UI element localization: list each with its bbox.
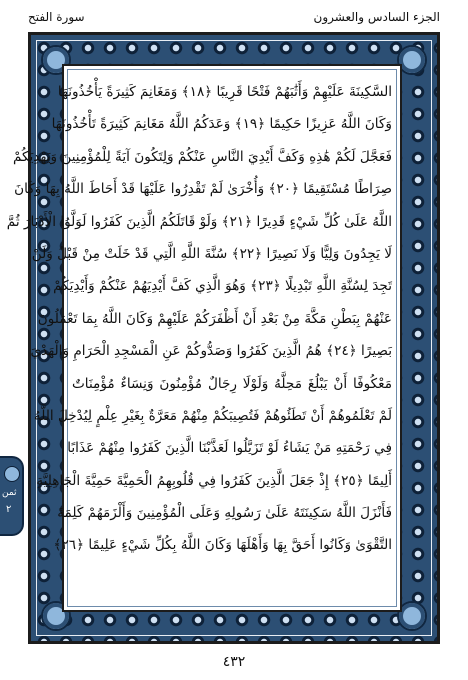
- verse-line: فَعَجَّلَ لَكُمْ هَٰذِهِ وَكَفَّ أَيْدِيَ النَّاسِ عَنْكُمْ وَلِتَكُونَ آيَةً لِلْمُؤْمِنِينَ وَيَهْدِيَكُمْ: [12, 148, 392, 165]
- verse-line: فَأَنْزَلَ اللَّهُ سَكِينَتَهُ عَلَىٰ رَسُولِهِ وَعَلَى الْمُؤْمِنِينَ وَأَلْزَمَهُمْ كَلِمَةَ: [57, 505, 392, 522]
- verse-line: عَنْهُمْ بِبَطْنِ مَكَّةَ مِنْ بَعْدِ أَنْ أَظْفَرَكُمْ عَلَيْهِمْ وَكَانَ اللَّهُ بِمَا تَعْمَلُونَ: [37, 310, 392, 327]
- verse-line: وَكَانَ اللَّهُ عَزِيزًا حَكِيمًا ﴿١٩﴾ وَعَدَكُمُ اللَّهُ مَغَانِمَ كَثِيرَةً تَأْخُذُونَهَا: [51, 116, 392, 133]
- verse-line: تَجِدَ لِسُنَّةِ اللَّهِ تَبْدِيلًا ﴿٢٣﴾ وَهُوَ الَّذِي كَفَّ أَيْدِيَهُمْ عَنْكُمْ وَأَيْدِيَكُمْ: [53, 278, 392, 295]
- verse-line: لَمْ تَعْلَمُوهُمْ أَنْ تَطَئُوهُمْ فَتُصِيبَكُمْ مِنْهُمْ مَعَرَّةٌ بِغَيْرِ عِلْمٍ لِيُدْخِلَ اللَّهُ: [33, 407, 392, 424]
- hizb-marker: [0, 456, 24, 536]
- verse-line: صِرَاطًا مُسْتَقِيمًا ﴿٢٠﴾ وَأُخْرَىٰ لَمْ تَقْدِرُوا عَلَيْهَا قَدْ أَحَاطَ اللَّهُ بِهَا وَكَانَ: [14, 181, 392, 198]
- verse-line: التَّقْوَىٰ وَكَانُوا أَحَقَّ بِهَا وَأَهْلَهَا وَكَانَ اللَّهُ بِكُلِّ شَيْءٍ عَلِيمًا ﴿٢٦﴾: [53, 537, 392, 554]
- verse-line: لَا يَجِدُونَ وَلِيًّا وَلَا نَصِيرًا ﴿٢٢﴾ سُنَّةَ اللَّهِ الَّتِي قَدْ خَلَتْ مِنْ قَبْلُ وَلَنْ: [31, 245, 392, 262]
- surah-title: سورة الفتح: [28, 10, 85, 24]
- verse-line: السَّكِينَةَ عَلَيْهِمْ وَأَثَٰبَهُمْ فَتْحًا قَرِيبًا ﴿١٨﴾ وَمَغَانِمَ كَثِيرَةً يَأْخُذُونَهَا: [57, 84, 392, 100]
- marker-ornament-icon: [4, 466, 20, 482]
- verse-line: فِي رَحْمَتِهِ مَنْ يَشَاءُ لَوْ تَزَيَّلُوا لَعَذَّبْنَا الَّذِينَ كَفَرُوا مِنْهُمْ عَذَابًا: [67, 440, 392, 457]
- verse-line: بَصِيرًا ﴿٢٤﴾ هُمُ الَّذِينَ كَفَرُوا وَصَدُّوكُمْ عَنِ الْمَسْجِدِ الْحَرَامِ وَالْهَدْيَ: [30, 343, 392, 360]
- page-header: [28, 6, 440, 28]
- hizb-marker-label: ثمن: [2, 488, 17, 498]
- page-number: ٤٣٢: [222, 654, 246, 670]
- verse-line: اللَّهُ عَلَىٰ كُلِّ شَيْءٍ قَدِيرًا ﴿٢١﴾ وَلَوْ قَاتَلَكُمُ الَّذِينَ كَفَرُوا لَوَلَّوُا الْأَدْبَارَ ثُمَّ: [6, 213, 392, 230]
- verse-line: مَعْكُوفًا أَنْ يَبْلُغَ مَحِلَّهُ وَلَوْلَا رِجَالٌ مُؤْمِنُونَ وَنِسَاءٌ مُؤْمِنَاتٌ: [72, 375, 392, 392]
- juz-title: الجزء السادس والعشرون: [313, 10, 440, 24]
- hizb-marker-number: ٢: [6, 504, 12, 515]
- verse-line: أَلِيمًا ﴿٢٥﴾ إِذْ جَعَلَ الَّذِينَ كَفَرُوا فِي قُلُوبِهِمُ الْحَمِيَّةَ حَمِيَّةَ الْجَاهِلِيَّةِ: [36, 472, 392, 489]
